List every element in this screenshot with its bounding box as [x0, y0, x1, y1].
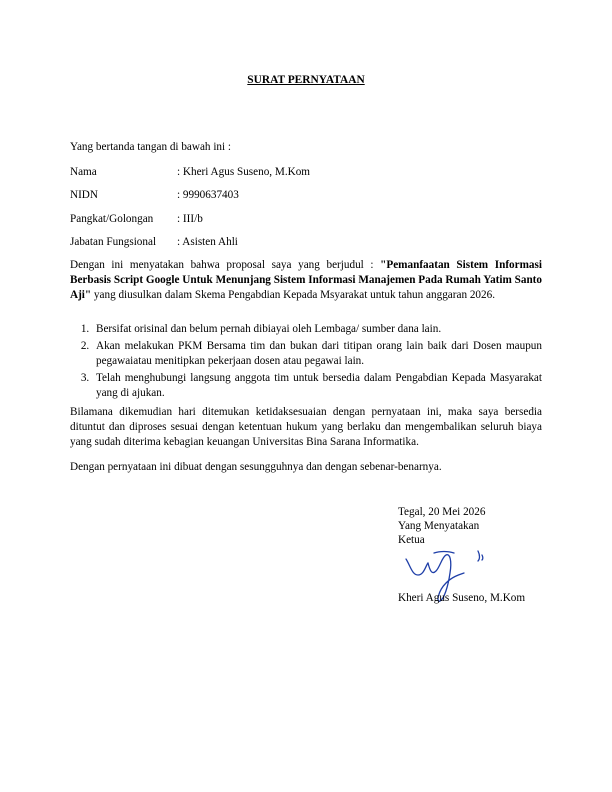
identity-value: : 9990637403 [177, 189, 239, 201]
statement-list [70, 322, 542, 403]
list-item: 1. Bersifat orisinal dan belum pernah dibiayai oleh Lembaga/ sumber dana lain. [92, 322, 542, 337]
signer-role: Yang Menyatakan [398, 520, 480, 532]
identity-label: Nama [70, 166, 97, 178]
signer-position: Ketua [398, 534, 425, 546]
signer-name: Kheri Agus Suseno, M.Kom [398, 592, 526, 604]
statement-after: yang diusulkan dalam Skema Pengabdian Kepada Msyarakat untuk tahun anggaran 2026. [91, 289, 496, 301]
identity-row-name [70, 165, 550, 180]
identity-value: : Kheri Agus Suseno, M.Kom [177, 166, 311, 178]
penalty-paragraph: Bilamana dikemudian hari ditemukan ketidaksesuaian dengan pernyataan ini, maka saya bersedia dituntut dan diproses sesuai dengan ketentuan hukum yang berlaku dan mengembalikan seluruh biaya yang sudah diterima kebagian keuangan Universitas Bina Sarana Informatika. [70, 406, 542, 448]
identity-row-rank [70, 212, 550, 227]
identity-row-position [70, 235, 550, 250]
list-item: 2. Akan melakukan PKM Bersama tim dan bukan dari titipan orang lain baik dari Dosen maupun pegawaiatau menitipkan pekerjaan dosen atau pegawai lain. [92, 339, 542, 369]
closing-paragraph: Dengan pernyataan ini dibuat dengan sesungguhnya dan dengan sebenar-benarnya. [70, 461, 442, 473]
document-title: SURAT PERNYATAAN [247, 74, 365, 86]
intro-text: Yang bertanda tangan di bawah ini : [70, 141, 232, 153]
identity-value: : Asisten Ahli [177, 236, 238, 248]
proposal-title: "Pemanfaatan Sistem Informasi Berbasis Script Google Untuk Menunjang Sistem Informasi Manajemen Pada Rumah Yatim Santo Aji" [70, 259, 542, 301]
identity-label: NIDN [70, 189, 98, 201]
identity-row-nidn [70, 188, 550, 203]
identity-value: : III/b [177, 213, 203, 225]
identity-label: Jabatan Fungsional [70, 236, 157, 248]
place-date: Tegal, 20 Mei 2026 [398, 506, 486, 518]
list-item: 3. Telah menghubungi langsung anggota tim untuk bersedia dalam Pengabdian Kepada Masyarakat yang di ajukan. [92, 371, 542, 401]
statement-paragraph [70, 258, 542, 303]
statement-before: Dengan ini menyatakan bahwa proposal saya yang berjudul : [70, 259, 381, 271]
identity-label: Pangkat/Golongan [70, 213, 154, 225]
